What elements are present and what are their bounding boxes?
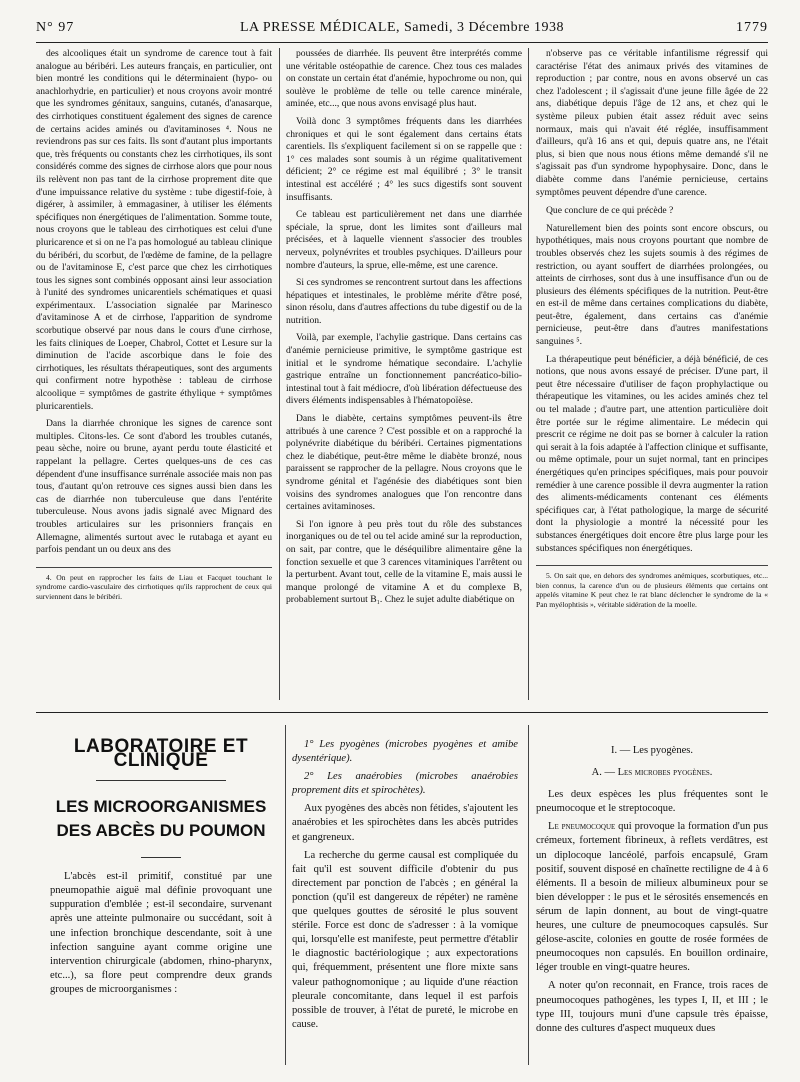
paragraph: A noter qu'on reconnait, en France, trois races de pneumocoques pathogènes, les types I, II, et III ; le type III, toujours muni d'une capsule très épaisse, donne des cultures d'aspect muqueux dues [536, 980, 768, 1034]
paragraph: Dans le diabète, certains symptômes peuvent-ils être attribués à une carence ? C'est possible et on a rapproché la polynévrite diabétique du béribéri. Certaines pigmentations chez le diabétique, peut-être même le diabète bronzé, nous paraissent se rapprocher de la pellagre. Nous croyons que le syndrome génital et l'agénésie des diabétiques sont bien voisins des syndromes analogues que l'on rencontre dans certaines avitaminoses. [286, 413, 522, 513]
paragraph: Les deux espèces les plus fréquentes sont le pneumocoque et le streptocoque. [536, 789, 768, 815]
paragraph: Si ces syndromes se rencontrent surtout dans les affections hépatiques et intestinales, le problème mérite d'être posé, sinon résolu, dans d'autres affections du tube digestif ou de la nutrition. [286, 277, 522, 326]
column-rule [528, 725, 529, 1065]
title-rule [96, 780, 226, 781]
paragraph: L'abcès est-il primitif, constitué par une pneumopathie aiguë mal définie provoquant une suppuration d'emblée ; est-il secondaire, survenant après une atteinte pulmonaire ou succédant, soit à une infection bronchique descendante, soit à une infection sanguine ayant comme origine une intervention chirurgicale (abdomen, rhino-pharynx, etc...), sa flore peut comprendre deux grands groupes de microorganismes : [50, 871, 272, 995]
column-rule [285, 725, 286, 1065]
journal-title: LA PRESSE MÉDICALE, Samedi, 3 Décembre 1938 [239, 20, 565, 35]
page-header [36, 18, 768, 43]
article-title [50, 795, 272, 843]
top-column-2 [286, 48, 522, 612]
list-item: 2° Les anaérobies (microbes anaérobies proprement dits et spirochètes). [292, 771, 518, 797]
paragraph: Ce tableau est particulièrement net dans une diarrhée spéciale, la sprue, dont les limites sont d'ailleurs mal précisées, et à laquelle viennent s'associer des troubles nerveux, polynévrites et troubles psychiques. D'ailleurs pour nombre d'auteurs, la sprue, elle-même, est une carence. [286, 209, 522, 271]
paragraph: Si l'on ignore à peu près tout du rôle des substances inorganiques ou de tel ou tel acide aminé sur la reproduction, on sait, par contre, que le déséquilibre alimentaire gêne la fonction sexuelle et que 3 carences vitaminiques l'arrêtent ou la perturbent. Avant tout, celle de la vitamine E, mais aussi le manque prolongé de vitamine A et du complexe B, probablement surtout B₁. Chez le sujet adulte diabétique on [286, 518, 522, 606]
lead-in: Le pneumocoque [548, 821, 616, 833]
bottom-column-3 [536, 738, 768, 1040]
paragraph: La thérapeutique peut bénéficier, a déjà bénéficié, de ces notions, que nous avons essayé de préciser. D'une part, il peut être nécessaire d'utiliser de façon prophylactique ou thérapeutique les vitamines, ou les acides aminés chez tel ou tel malade ; d'autre part, une attention particulière doit être portée sur le régime alimentaire. Le médecin qui prescrit ce régime ne doit pas se borner à calculer la ration qui serait à la fois adaptée à l'affection clinique et suffisante, ou même optimale, pour un sujet normal, tant en principes énergétiques qu'en principes spécifiques, mais pour pouvoir remédier à une carence possible il devra augmenter la ration des aliments-médicaments contenant ces éléments spécifiques car, à l'état pathologique, la marge de sécurité dont la physiologie a montré la nécessité pour les substances énergétiques doit encore être plus large pour les substances spécifiques non énergétiques. [536, 353, 768, 554]
title-rule [141, 857, 181, 858]
issue-number: N° 97 [36, 20, 75, 35]
paragraph: Que conclure de ce qui précède ? [546, 205, 674, 217]
paragraph-text: qui provoque la formation d'un pus crémeux, fortement fibrineux, à reflets verdâtres, est un diplocoque lancéolé, parfois encapsulé, Gram positif, souvent disposé en chaînette rectiligne de 4 à 6 éléments. Il a besoin de milieux albumineux pour se bien développer : le pus et le sérosités ensemencés en sérum de lapin donnent, au bout de vingt-quatre heures, une culture de pneumocoques capsulés. Sur gélose-ascite, colonies en goutte de rosée formées de pneumocoques non capsulés. En bouillon ordinaire, léger trouble en vingt-quatre heures. [536, 821, 768, 974]
paragraph: Naturellement bien des points sont encore obscurs, ou hypothétiques, mais nous croyons pourtant que nombre de troubles observés chez les sujets soumis à des régimes de restriction, ou ayant souffert de diarrhées prolongées, ou atteints de cirrhoses, sont dus à une insuffisance d'un ou de plusieurs des éléments spécifiques de la nutrition. Peut-être en est-il de même dans certaines complications du diabète, peut-être, également, dans certains cas d'anémie pernicieuse, peut-être dans d'autres manifestations sanguines ⁵. [536, 222, 768, 348]
paragraph: Dans la diarrhée chronique les signes de carence sont multiples. Citons-les. Ce sont d'abord les troubles cutanés, peau sèche, noire ou brune, ayant perdu toute élasticité et rappelant la pellagre. Certes quelques-uns de ces cas dépendent d'une insuffisance surrénale associée mais non pas tous, d'autant qu'on retrouve ces signes aussi bien dans les cas de diarrhée non tuberculeuse que dans l'entérite tuberculeuse. Nous avons jadis signalé avec Mignard des troubles articulaires sur les prisonniers français en Allemagne, alimentés surtout avec le rutabaga et ayant eu parfois pendant un ou deux ans des [36, 418, 272, 556]
page-number: 1779 [736, 20, 768, 35]
article-title-line: DES ABCÈS DU POUMON [56, 821, 266, 841]
paragraph: La recherche du germe causal est compliquée du fait qu'il est souvent difficile d'obtenir du pus directement par ponction de l'abcès ; en général la ponction (qu'il est dangereux de répéter) ne ramène que quelques gouttes de sérosité le plus souvent stérile. Force est donc de s'adresser : à la vomique qui, lorsqu'elle est manifeste, peut permettre d'établir le diagnostic bactériologique ; aux expectorations qui, fréquemment, présentent une flore mixte sans valeur pathognomonique ; au liquide d'une réaction pleurale concomitante, dans lequel il est parfois possible de trouver, à l'état de pureté, le microbe en cause. [292, 849, 518, 1030]
paragraph: des alcooliques était un syndrome de carence tout à fait analogue au béribéri. Les auteurs français, en particulier, ont bien montré les conditions qui le déterminaient (hypo- ou anachlorhydrie, en particulier) et nous croyons avoir montré que les syndromes génitaux, sanguins, cutanés, d'anasarque, des cirrhotiques constituent également des signes de carence de certains acides aminés ou d'avitaminoses ⁴. Nous ne reviendrons pas sur ces faits. Ils sont d'autant plus importants que, très fréquents ou constants chez les cirrhotiques, ils sont considérés comme des signes de cirrhose alors que pour nous ils relèvent non pas tant de la cirrhose proprement dite que d'une impuissance relative du système : tube digestif-foie, à digérer, à assimiler, à emmagasiner, à utiliser les éléments spécifiques non énergétiques de l'alimentation. Somme toute, nous croyons que le tableau des cirrhotiques est celui d'une pluricarence et si on ne l'a pas homologué au tableau clinique du béribéri, du scorbut, de l'œdème de famine, de la pellagre ou de l'avitaminose E, c'est parce que chez les cirrhotiques tous les signes sont combinés opposant ainsi leur association à l'unité des syndromes unicarentiels schématiques et quasi expérimentaux. L'association signalée par Marinesco d'avitaminose A et de cirrhose, l'apparition de syndrome scorbutique observé par nous dans le cours d'une cirrhose, les faits cliniques de Loeper, Chabrol, Cottet et Lesure sur la diminution de l'acide ascorbique dans le foie des cirrhotiques, les résultats thérapeutiques, sont des arguments qui confirment notre hypothèse : tableau de cirrhose alcoolique = symptômes de gastrite éthylique + symptômes pluricarentiels. [36, 48, 272, 412]
column-rule [279, 48, 280, 700]
subheading: A. — Les microbes pyogènes. [591, 767, 713, 779]
section-divider [36, 712, 768, 713]
list-item: 1° Les pyogènes (microbes pyogènes et amibe dysentérique). [292, 739, 518, 765]
bottom-column-2 [292, 738, 518, 1036]
paragraph: Voilà donc 3 symptômes fréquents dans les diarrhées chroniques et qui le sont également dans certains états carentiels. Ils s'expliquent facilement si on se rappelle que : 1° ces malades sont soumis à un régime qualitativement déficient; 2° ce régime est mal équilibré ; 3° le transit intestinal est accéléré ; 4° les sucs digestifs sont souvent insuffisants. [286, 115, 522, 203]
footnote: 5. On sait que, en dehors des syndromes anémiques, scorbutiques, etc... bien connus, la carence d'un ou de plusieurs éléments que certains ont appelés vitamine K peut chez le rat blanc déclencher le syndrome de la « Pan myélophtisis », véritable sidération de la moelle. [536, 565, 768, 609]
article-title-line: LES MICROORGANISMES [55, 797, 267, 817]
paragraph: Voilà, par exemple, l'achylie gastrique. Dans certains cas d'anémie pernicieuse primitive, le symptôme gastrique est initial et le syndrome hématique secondaire. L'achylie gastrique entraîne un fonctionnement pancréatico-bilio-intestinal tout à fait médiocre, d'où libération défectueuse des divers éléments indispensables à l'hématopoïèse. [286, 332, 522, 407]
top-column-3 [536, 48, 768, 610]
paragraph: Aux pyogènes des abcès non fétides, s'ajoutent les anaérobies et les spirochètes dans les abcès putrides et gangreneux. [292, 803, 518, 843]
bottom-column-1 [50, 736, 272, 1001]
section-title: LABORATOIRE ET CLINIQUE [73, 736, 249, 772]
column-rule [528, 48, 529, 700]
top-column-1 [36, 48, 272, 602]
subheading: I. — Les pyogènes. [611, 745, 693, 756]
paragraph: poussées de diarrhée. Ils peuvent être interprétés comme une véritable ostéopathie de carence. Chez tous ces malades on constate un certain état d'anémie, hypochrome ou non, qui soulève le problème de telle ou telle carence minérale, aminée, etc..., que nous avons envisagé plus haut. [286, 48, 522, 110]
paragraph [536, 820, 768, 975]
footnote: 4. On peut en rapprocher les faits de Liau et Facquet touchant le syndrome cardio-vasculaire des cirrhotiques qu'ils rapprochent de ceux qui surviennent dans le béribéri. [36, 567, 272, 602]
paragraph: n'observe pas ce véritable infantilisme régressif qui caractérise l'état des animaux privés des vitamines de reproduction ; par contre, nous en avons observé un cas chez l'adolescent ; il s'agissait d'une jeune fille âgée de 22 ans, diabétique depuis l'âge de 12 ans, et chez qui le système pileux pubien était assez réduit avec seins normaux, mais qui n'avait été réglée, insuffisamment d'ailleurs, qu'à 16 ans et qui, depuis quatre ans, ne l'était plus, si bien que nous nous étions même demandé s'il ne s'agissait pas d'un syndrome hypophysaire. Donc, dans le diabète comme dans l'anémie pernicieuse, certains symptômes peuvent dépendre d'une carence. [536, 48, 768, 198]
